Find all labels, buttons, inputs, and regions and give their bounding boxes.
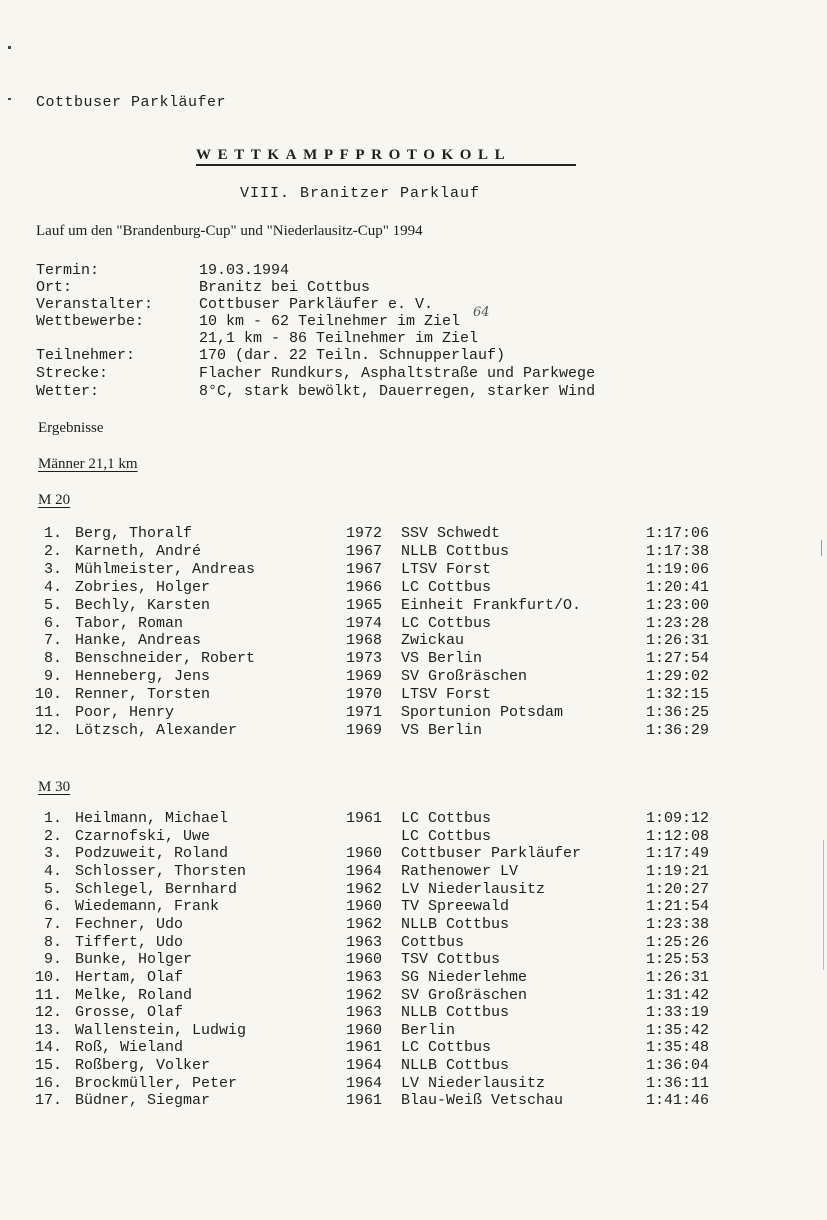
time-cell: 1:41:46 <box>646 1092 710 1110</box>
year-cell: 1961 <box>346 1092 383 1110</box>
name-cell: Büdner, Siegmar <box>75 1092 211 1110</box>
time-cell: 1:36:04 <box>646 1057 710 1075</box>
result-row <box>0 597 827 615</box>
year-cell: 1963 <box>346 968 383 986</box>
scan-mark <box>8 46 11 49</box>
result-row <box>0 969 827 987</box>
club-cell: LTSV Forst <box>401 560 492 578</box>
time-cell: 1:12:08 <box>646 827 710 845</box>
club-cell: Rathenower LV <box>401 862 519 880</box>
wettbewerbe-value-2: 21,1 km - 86 Teilnehmer im Ziel <box>199 330 479 347</box>
club-cell: LC Cottbus <box>401 614 492 632</box>
club-cell: Einheit Frankfurt/O. <box>401 596 582 614</box>
club-cell: SV Großräschen <box>401 668 528 686</box>
result-row <box>0 845 827 863</box>
name-cell: Karneth, André <box>75 542 202 560</box>
club-cell: SSV Schwedt <box>401 525 501 542</box>
year-cell: 1960 <box>346 898 383 916</box>
result-row <box>0 1039 827 1057</box>
time-cell: 1:23:00 <box>646 596 710 614</box>
time-cell: 1:36:25 <box>646 704 710 721</box>
time-cell: 1:26:31 <box>646 968 710 986</box>
result-row <box>0 898 827 916</box>
rank-cell: 6. <box>43 614 62 632</box>
result-row <box>0 916 827 934</box>
wettbewerbe-label: Wettbewerbe: <box>36 313 145 330</box>
club-cell: VS Berlin <box>401 721 483 739</box>
name-cell: Tiffert, Udo <box>75 933 184 951</box>
club-cell: LC Cottbus <box>401 810 492 827</box>
time-cell: 1:36:11 <box>646 1074 710 1092</box>
time-cell: 1:17:06 <box>646 525 710 542</box>
time-cell: 1:23:38 <box>646 915 710 933</box>
rank-cell: 11. <box>34 986 62 1004</box>
group-heading-m30: M 30 <box>38 779 71 795</box>
rank-cell: 12. <box>34 721 62 739</box>
time-cell: 1:26:31 <box>646 632 710 650</box>
result-row <box>0 615 827 633</box>
name-cell: Renner, Torsten <box>75 686 211 704</box>
name-cell: Benschneider, Robert <box>75 650 256 668</box>
name-cell: Lötzsch, Alexander <box>75 721 238 739</box>
club-cell: VS Berlin <box>401 650 483 668</box>
rank-cell: 14. <box>34 1039 62 1057</box>
name-cell: Podzuweit, Roland <box>75 845 229 863</box>
year-cell: 1965 <box>346 596 383 614</box>
time-cell: 1:19:21 <box>646 862 710 880</box>
rank-cell: 2. <box>43 827 62 845</box>
time-cell: 1:17:38 <box>646 542 710 560</box>
rank-cell: 7. <box>43 915 62 933</box>
rank-cell: 5. <box>43 880 62 898</box>
club-cell: LC Cottbus <box>401 827 492 845</box>
name-cell: Grosse, Olaf <box>75 1004 184 1022</box>
result-row <box>0 934 827 952</box>
year-cell: 1964 <box>346 862 383 880</box>
rank-cell: 11. <box>34 704 62 721</box>
rank-cell: 10. <box>34 968 62 986</box>
result-row <box>0 1092 827 1110</box>
time-cell: 1:32:15 <box>646 686 710 704</box>
time-cell: 1:17:49 <box>646 845 710 863</box>
result-row <box>0 561 827 579</box>
time-cell: 1:20:27 <box>646 880 710 898</box>
year-cell: 1960 <box>346 1021 383 1039</box>
result-row <box>0 686 827 704</box>
name-cell: Czarnofski, Uwe <box>75 827 211 845</box>
year-cell: 1969 <box>346 721 383 739</box>
title-underline <box>196 164 576 166</box>
rank-cell: 10. <box>34 686 62 704</box>
time-cell: 1:09:12 <box>646 810 710 827</box>
time-cell: 1:23:28 <box>646 614 710 632</box>
rank-cell: 9. <box>43 951 62 969</box>
club-header: Cottbuser Parkläufer <box>36 94 227 111</box>
group-heading-m20: M 20 <box>38 492 71 508</box>
rank-cell: 9. <box>43 668 62 686</box>
result-row <box>0 828 827 846</box>
club-cell: LTSV Forst <box>401 686 492 704</box>
year-cell: 1973 <box>346 650 383 668</box>
name-cell: Zobries, Holger <box>75 578 211 596</box>
year-cell: 1962 <box>346 986 383 1004</box>
club-cell: LC Cottbus <box>401 1039 492 1057</box>
club-cell: NLLB Cottbus <box>401 915 510 933</box>
club-cell: TV Spreewald <box>401 898 510 916</box>
year-cell: 1962 <box>346 915 383 933</box>
club-cell: NLLB Cottbus <box>401 1004 510 1022</box>
result-row <box>0 525 827 543</box>
time-cell: 1:31:42 <box>646 986 710 1004</box>
result-row <box>0 722 827 740</box>
time-cell: 1:21:54 <box>646 898 710 916</box>
veranstalter-value: Cottbuser Parkläufer e. V. <box>199 296 434 313</box>
strecke-label: Strecke: <box>36 365 109 382</box>
name-cell: Bechly, Karsten <box>75 596 211 614</box>
year-cell: 1967 <box>346 542 383 560</box>
men-category-heading: Männer 21,1 km <box>38 456 138 472</box>
time-cell: 1:36:29 <box>646 721 710 739</box>
ort-label: Ort: <box>36 279 73 296</box>
result-row <box>0 1075 827 1093</box>
result-row <box>0 987 827 1005</box>
handwritten-note: 64 <box>473 305 490 320</box>
name-cell: Schlosser, Thorsten <box>75 862 247 880</box>
name-cell: Bunke, Holger <box>75 951 193 969</box>
year-cell: 1962 <box>346 880 383 898</box>
ort-value: Branitz bei Cottbus <box>199 279 371 296</box>
rank-cell: 1. <box>43 525 62 542</box>
club-cell: Sportunion Potsdam <box>401 704 564 721</box>
termin-value: 19.03.1994 <box>199 262 290 279</box>
time-cell: 1:35:42 <box>646 1021 710 1039</box>
rank-cell: 3. <box>43 560 62 578</box>
name-cell: Hertam, Olaf <box>75 968 184 986</box>
rank-cell: 2. <box>43 542 62 560</box>
rank-cell: 13. <box>34 1021 62 1039</box>
rank-cell: 15. <box>34 1057 62 1075</box>
name-cell: Schlegel, Bernhard <box>75 880 238 898</box>
time-cell: 1:20:41 <box>646 578 710 596</box>
rank-cell: 8. <box>43 650 62 668</box>
name-cell: Roßberg, Volker <box>75 1057 211 1075</box>
club-cell: Cottbuser Parkläufer <box>401 845 582 863</box>
result-row <box>0 650 827 668</box>
teilnehmer-value: 170 (dar. 22 Teiln. Schnupperlauf) <box>199 347 506 364</box>
strecke-value: Flacher Rundkurs, Asphaltstraße und Parkwege <box>199 365 596 382</box>
time-cell: 1:19:06 <box>646 560 710 578</box>
result-row <box>0 1004 827 1022</box>
year-cell: 1960 <box>346 951 383 969</box>
year-cell: 1963 <box>346 933 383 951</box>
result-row <box>0 1022 827 1040</box>
name-cell: Henneberg, Jens <box>75 668 211 686</box>
name-cell: Brockmüller, Peter <box>75 1074 238 1092</box>
cup-line: Lauf um den "Brandenburg-Cup" und "Niederlausitz-Cup" 1994 <box>36 223 423 239</box>
veranstalter-label: Veranstalter: <box>36 296 154 313</box>
year-cell: 1969 <box>346 668 383 686</box>
year-cell: 1970 <box>346 686 383 704</box>
rank-cell: 5. <box>43 596 62 614</box>
club-cell: Zwickau <box>401 632 465 650</box>
year-cell: 1963 <box>346 1004 383 1022</box>
time-cell: 1:27:54 <box>646 650 710 668</box>
document-title: WETTKAMPFPROTOKOLL <box>196 147 512 163</box>
rank-cell: 4. <box>43 578 62 596</box>
club-cell: Cottbus <box>401 933 465 951</box>
result-row <box>0 632 827 650</box>
time-cell: 1:29:02 <box>646 668 710 686</box>
result-row <box>0 810 827 828</box>
result-row <box>0 579 827 597</box>
results-heading: Ergebnisse <box>38 420 104 436</box>
result-row <box>0 543 827 561</box>
year-cell: 1971 <box>346 704 383 721</box>
club-cell: TSV Cottbus <box>401 951 501 969</box>
result-row <box>0 863 827 881</box>
rank-cell: 3. <box>43 845 62 863</box>
name-cell: Melke, Roland <box>75 986 193 1004</box>
name-cell: Poor, Henry <box>75 704 175 721</box>
scan-mark <box>8 98 11 100</box>
termin-label: Termin: <box>36 262 100 279</box>
club-cell: NLLB Cottbus <box>401 542 510 560</box>
name-cell: Roß, Wieland <box>75 1039 184 1057</box>
year-cell: 1966 <box>346 578 383 596</box>
result-row <box>0 881 827 899</box>
time-cell: 1:35:48 <box>646 1039 710 1057</box>
time-cell: 1:25:26 <box>646 933 710 951</box>
wettbewerbe-value-1: 10 km - 62 Teilnehmer im Ziel <box>199 313 461 330</box>
club-cell: Berlin <box>401 1021 456 1039</box>
club-cell: SV Großräschen <box>401 986 528 1004</box>
year-cell: 1974 <box>346 614 383 632</box>
result-row <box>0 704 827 722</box>
rank-cell: 8. <box>43 933 62 951</box>
club-cell: SG Niederlehme <box>401 968 528 986</box>
teilnehmer-label: Teilnehmer: <box>36 347 136 364</box>
rank-cell: 7. <box>43 632 62 650</box>
year-cell: 1960 <box>346 845 383 863</box>
name-cell: Fechner, Udo <box>75 915 184 933</box>
rank-cell: 12. <box>34 1004 62 1022</box>
wetter-value: 8°C, stark bewölkt, Dauerregen, starker Wind <box>199 383 596 400</box>
club-cell: NLLB Cottbus <box>401 1057 510 1075</box>
time-cell: 1:33:19 <box>646 1004 710 1022</box>
result-row <box>0 951 827 969</box>
result-row <box>0 668 827 686</box>
name-cell: Wallenstein, Ludwig <box>75 1021 247 1039</box>
year-cell: 1967 <box>346 560 383 578</box>
rank-cell: 1. <box>43 810 62 827</box>
name-cell: Berg, Thoralf <box>75 525 193 542</box>
year-cell: 1961 <box>346 1039 383 1057</box>
club-cell: LV Niederlausitz <box>401 880 546 898</box>
name-cell: Hanke, Andreas <box>75 632 202 650</box>
club-cell: LC Cottbus <box>401 578 492 596</box>
event-subtitle: VIII. Branitzer Parklauf <box>240 185 481 202</box>
year-cell: 1968 <box>346 632 383 650</box>
time-cell: 1:25:53 <box>646 951 710 969</box>
year-cell: 1961 <box>346 810 383 827</box>
name-cell: Heilmann, Michael <box>75 810 229 827</box>
club-cell: LV Niederlausitz <box>401 1074 546 1092</box>
wetter-label: Wetter: <box>36 383 100 400</box>
year-cell: 1964 <box>346 1074 383 1092</box>
year-cell: 1964 <box>346 1057 383 1075</box>
rank-cell: 4. <box>43 862 62 880</box>
year-cell: 1972 <box>346 525 383 542</box>
rank-cell: 17. <box>34 1092 62 1110</box>
result-row <box>0 1057 827 1075</box>
name-cell: Wiedemann, Frank <box>75 898 220 916</box>
club-cell: Blau-Weiß Vetschau <box>401 1092 564 1110</box>
rank-cell: 6. <box>43 898 62 916</box>
name-cell: Mühlmeister, Andreas <box>75 560 256 578</box>
rank-cell: 16. <box>34 1074 62 1092</box>
name-cell: Tabor, Roman <box>75 614 184 632</box>
